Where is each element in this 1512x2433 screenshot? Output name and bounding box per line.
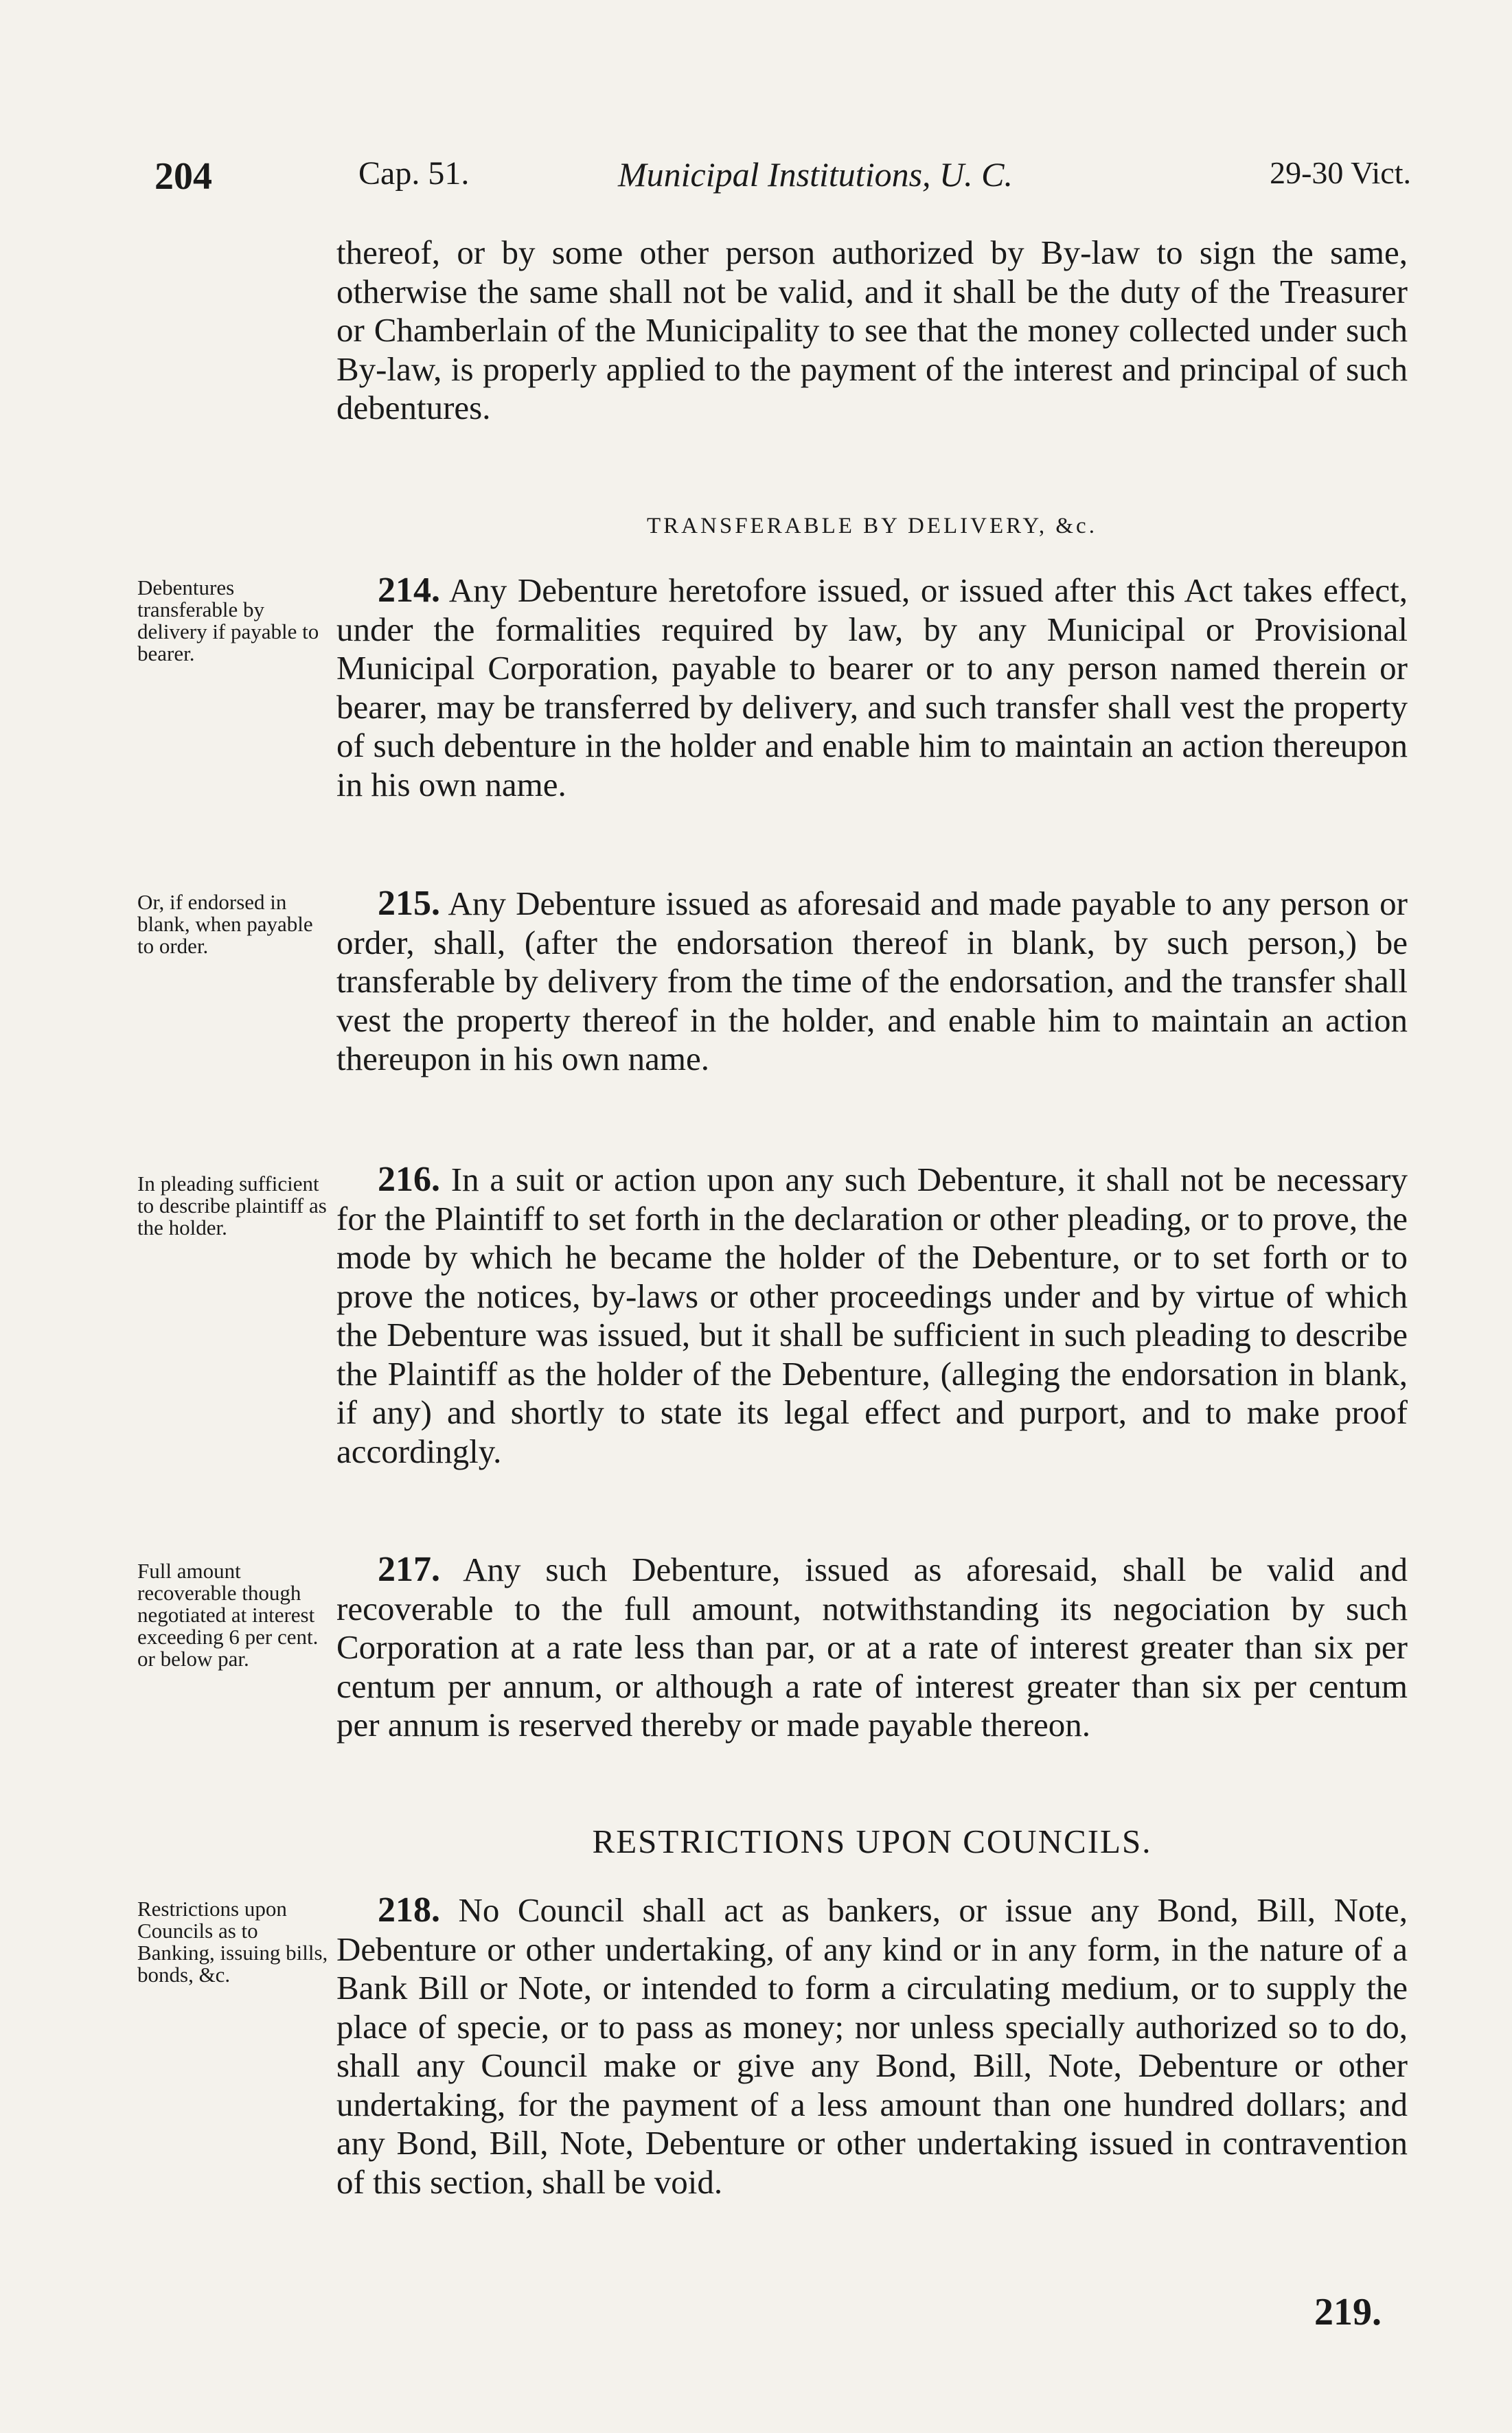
margin-note-215: Or, if endorsed in blank, when payable to order. — [137, 890, 313, 958]
continuation-text: thereof, or by some other person authorized by By-law to sign the same, otherwise the same shall not be valid, and it shall be the duty of the Treasurer or Chamberlain of the Municipality to see that the money collected under such By-law, is properly applied to the payment of the interest and principal of such debentures. — [336, 233, 1408, 426]
section-216 — [336, 1161, 1408, 1471]
margin-note-218: Restrictions upon Councils as to Banking, issuing bills, bonds, &c. — [137, 1897, 328, 1987]
section-215 — [336, 884, 1408, 1079]
section-number: 215. — [378, 884, 440, 923]
section-number: 214. — [378, 571, 440, 610]
regnal-year: 29-30 Vict. — [1270, 155, 1411, 190]
section-number: 218. — [378, 1891, 440, 1930]
margin-note-217: Full amount recoverable though negotiated at interest exceeding 6 per cent. or below par. — [137, 1559, 319, 1671]
section-text: Any such Debenture, issued as aforesaid, shall be valid and recoverable to the full amount, notwithstanding its negociation by such Corporation at a rate less than par, or at a rate of interest greater than six per centum per annum, or although a rate of interest greater than six per centum per annum is reserved thereby or made payable thereon. — [336, 1551, 1408, 1744]
section-218 — [336, 1891, 1408, 2202]
section-214 — [336, 571, 1408, 804]
section-text: No Council shall act as bankers, or issue any Bond, Bill, Note, Debenture or other undertaking, of any kind or in any form, in the nature of a Bank Bill or Note, or intended to form a circulating medium, or to supply the place of specie, or to pass as money; nor unless specially authorized so to do, shall any Council make or give any Bond, Bill, Note, Debenture or other undertaking, for the payment of a less amount than one hundred dollars; and any Bond, Bill, Note, Debenture or other undertaking issued in contravention of this section, shall be void. — [336, 1891, 1408, 2201]
running-title: Municipal Institutions, U. C. — [618, 155, 1013, 194]
section-217 — [336, 1551, 1408, 1745]
chapter-label: Cap. 51. — [358, 155, 470, 192]
section-number: 216. — [378, 1160, 440, 1199]
catchword: 219. — [1314, 2291, 1382, 2333]
margin-note-216: In pleading sufficient to describe plaintiff as the holder. — [137, 1172, 327, 1240]
continuation-paragraph — [336, 233, 1408, 428]
running-header — [154, 155, 1411, 216]
margin-note-214: Debentures transferable by delivery if payable to bearer. — [137, 575, 319, 665]
section-number: 217. — [378, 1550, 440, 1589]
section-text: In a suit or action upon any such Debenture, it shall not be necessary for the Plaintiff to set forth in the declaration or other pleading, or to prove, the mode by which he became the holder of the Debenture, or to set forth or to prove the notices, by-laws or other proceedings under and by virtue of which the Debenture was issued, but it shall be sufficient in such pleading to describe the Plaintiff as the holder of the Debenture, (alleging the endorsation in blank, if any) and shortly to state its legal effect and purport, and to make proof accordingly. — [336, 1161, 1408, 1470]
subheading-restrictions: RESTRICTIONS UPON COUNCILS. — [592, 1823, 1152, 1860]
subheading-transferable: TRANSFERABLE BY DELIVERY, &c. — [647, 514, 1097, 538]
page-number: 204 — [154, 155, 212, 198]
section-text: Any Debenture heretofore issued, or issued after this Act takes effect, under the formalities required by law, by any Municipal or Provisional Municipal Corporation, payable to bearer or to any person named therein or bearer, may be transferred by delivery, and such transfer shall vest the property of such debenture in the holder and enable him to maintain an action thereupon in his own name. — [336, 571, 1408, 803]
section-text: Any Debenture issued as aforesaid and made payable to any person or order, shall, (after the endorsation thereof in blank, by such person,) be transferable by delivery from the time of the endorsation, and the transfer shall vest the property thereof in the holder, and enable him to maintain an action thereupon in his own name. — [336, 884, 1408, 1077]
